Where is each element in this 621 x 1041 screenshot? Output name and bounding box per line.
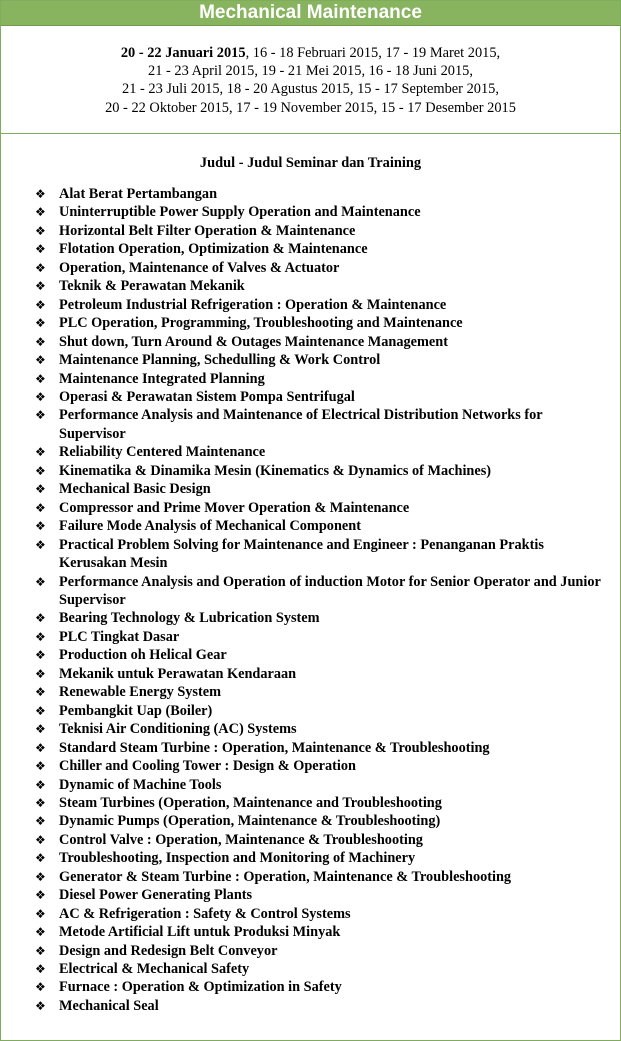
list-item: [35, 517, 606, 535]
diamond-bullet-icon: ❖: [35, 187, 46, 201]
topic-label: Dynamic Pumps (Operation, Maintenance & Troubleshooting): [59, 813, 441, 830]
diamond-bullet-icon: ❖: [35, 703, 46, 718]
list-item: [35, 960, 606, 978]
list-item: [35, 185, 606, 203]
topic-label: PLC Operation, Programming, Troubleshooting and Maintenance: [59, 315, 463, 332]
list-item: [35, 573, 606, 610]
diamond-bullet-icon: ❖: [35, 223, 46, 238]
topic-label: Design and Redesign Belt Conveyor: [59, 942, 278, 959]
list-item: [35, 499, 606, 517]
topic-label: Performance Analysis and Operation of induction Motor for Senior Operator and Junior Supervisor: [59, 573, 601, 608]
list-item: [35, 277, 606, 295]
schedule-line-2: 21 - 23 April 2015, 19 - 21 Mei 2015, 16 - 18 Juni 2015,: [148, 63, 473, 80]
list-item: [35, 665, 606, 683]
list-item: [35, 849, 606, 867]
topic-label: Control Valve : Operation, Maintenance & Troubleshooting: [59, 831, 423, 848]
list-item: [35, 296, 606, 314]
schedule-line-1: [1, 44, 620, 62]
list-item: [35, 757, 606, 775]
topic-label: Performance Analysis and Maintenance of Electrical Distribution Networks for Supervisor: [59, 407, 543, 442]
list-item: [35, 443, 606, 461]
topic-label: Operation, Maintenance of Valves & Actuator: [59, 259, 340, 276]
list-item: [35, 370, 606, 388]
diamond-bullet-icon: ❖: [35, 574, 46, 589]
diamond-bullet-icon: ❖: [35, 888, 46, 903]
topic-label: Alat Berat Pertambangan: [59, 186, 218, 202]
topic-label: Metode Artificial Lift untuk Produksi Minyak: [59, 924, 341, 941]
topic-label: PLC Tingkat Dasar: [59, 628, 180, 645]
topic-label: Uninterruptible Power Supply Operation and Maintenance: [59, 204, 421, 221]
diamond-bullet-icon: ❖: [35, 685, 46, 700]
list-item: [35, 794, 606, 812]
diamond-bullet-icon: ❖: [35, 519, 46, 534]
topics-section: [1, 134, 620, 1015]
topic-label: Shut down, Turn Around & Outages Maintenance Management: [59, 333, 448, 350]
topic-label: Reliability Centered Maintenance: [59, 444, 266, 461]
diamond-bullet-icon: ❖: [35, 832, 46, 847]
diamond-bullet-icon: ❖: [35, 500, 46, 515]
list-item: [35, 259, 606, 277]
diamond-bullet-icon: ❖: [35, 316, 46, 331]
diamond-bullet-icon: ❖: [35, 445, 46, 460]
list-item: [35, 886, 606, 904]
diamond-bullet-icon: ❖: [35, 722, 46, 737]
topic-label: Teknik & Perawatan Mekanik: [59, 278, 245, 295]
list-item: [35, 868, 606, 886]
topic-label: Maintenance Planning, Schedulling & Work Control: [59, 352, 381, 369]
topic-label: Bearing Technology & Lubrication System: [59, 610, 320, 627]
diamond-bullet-icon: ❖: [35, 205, 46, 220]
diamond-bullet-icon: ❖: [35, 795, 46, 810]
topic-label: Kinematika & Dinamika Mesin (Kinematics & Dynamics of Machines): [59, 462, 492, 479]
diamond-bullet-icon: ❖: [35, 537, 46, 552]
topic-label: Pembangkit Uap (Boiler): [59, 702, 213, 719]
diamond-bullet-icon: ❖: [35, 759, 46, 774]
list-item: [35, 203, 606, 221]
list-item: [35, 240, 606, 258]
topic-label: Chiller and Cooling Tower : Design & Operation: [59, 758, 356, 775]
schedule-dates: [1, 26, 620, 134]
diamond-bullet-icon: ❖: [35, 777, 46, 792]
topic-label: Failure Mode Analysis of Mechanical Component: [59, 518, 361, 535]
topic-label: Production oh Helical Gear: [59, 647, 227, 664]
topic-label: Generator & Steam Turbine : Operation, Maintenance & Troubleshooting: [59, 868, 512, 885]
topic-list: [1, 185, 620, 1015]
list-item: [35, 720, 606, 738]
schedule-line-3: 21 - 23 Juli 2015, 18 - 20 Agustus 2015, 15 - 17 September 2015,: [122, 81, 499, 98]
diamond-bullet-icon: ❖: [35, 869, 46, 884]
topic-label: Flotation Operation, Optimization & Maintenance: [59, 241, 368, 258]
diamond-bullet-icon: ❖: [35, 740, 46, 755]
list-item: [35, 739, 606, 757]
diamond-bullet-icon: ❖: [35, 353, 46, 368]
section-subtitle: Judul - Judul Seminar dan Training: [199, 155, 422, 171]
diamond-bullet-icon: ❖: [35, 851, 46, 866]
diamond-bullet-icon: ❖: [35, 463, 46, 478]
list-item: [35, 536, 606, 573]
topic-label: Diesel Power Generating Plants: [59, 887, 253, 904]
diamond-bullet-icon: ❖: [35, 389, 46, 404]
topic-label: Mechanical Basic Design: [59, 481, 211, 498]
diamond-bullet-icon: ❖: [35, 482, 46, 497]
topic-label: Maintenance Integrated Planning: [59, 370, 265, 387]
topic-label: Compressor and Prime Mover Operation & Maintenance: [59, 499, 410, 516]
list-item: [35, 923, 606, 941]
topic-label: Teknisi Air Conditioning (AC) Systems: [59, 721, 297, 738]
diamond-bullet-icon: ❖: [35, 943, 46, 958]
topic-label: Furnace : Operation & Optimization in Safety: [59, 979, 342, 996]
list-item: [35, 942, 606, 960]
diamond-bullet-icon: ❖: [35, 814, 46, 829]
diamond-bullet-icon: ❖: [35, 629, 46, 644]
list-item: [35, 831, 606, 849]
topic-label: Electrical & Mechanical Safety: [59, 961, 250, 978]
topic-label: Steam Turbines (Operation, Maintenance and Troubleshooting: [59, 794, 442, 811]
list-item: [35, 222, 606, 240]
list-item: [35, 406, 606, 443]
list-item: [35, 333, 606, 351]
diamond-bullet-icon: ❖: [35, 925, 46, 940]
diamond-bullet-icon: ❖: [35, 408, 46, 423]
diamond-bullet-icon: ❖: [35, 998, 46, 1013]
diamond-bullet-icon: ❖: [35, 906, 46, 921]
diamond-bullet-icon: ❖: [35, 666, 46, 681]
diamond-bullet-icon: ❖: [35, 648, 46, 663]
list-item: [35, 609, 606, 627]
topic-label: Mechanical Seal: [59, 997, 159, 1014]
list-item: [35, 314, 606, 332]
topic-label: Troubleshooting, Inspection and Monitoring of Machinery: [59, 850, 416, 867]
topic-label: Dynamic of Machine Tools: [59, 776, 222, 793]
diamond-bullet-icon: ❖: [35, 279, 46, 294]
diamond-bullet-icon: ❖: [35, 242, 46, 257]
topic-label: Operasi & Perawatan Sistem Pompa Sentrifugal: [59, 388, 355, 405]
list-item: [35, 997, 606, 1015]
topic-label: Horizontal Belt Filter Operation & Maintenance: [59, 222, 356, 239]
list-item: [35, 388, 606, 406]
schedule-first-date: 20 - 22 Januari 2015: [120, 45, 246, 61]
list-item: [35, 702, 606, 720]
page-title: Mechanical Maintenance: [1, 1, 620, 26]
diamond-bullet-icon: ❖: [35, 962, 46, 977]
list-item: [35, 646, 606, 664]
schedule-line-4: 20 - 22 Oktober 2015, 17 - 19 November 2015, 15 - 17 Desember 2015: [105, 99, 516, 116]
diamond-bullet-icon: ❖: [35, 297, 46, 312]
diamond-bullet-icon: ❖: [35, 334, 46, 349]
list-item: [35, 628, 606, 646]
topic-label: AC & Refrigeration : Safety & Control Systems: [59, 905, 351, 922]
diamond-bullet-icon: ❖: [35, 611, 46, 626]
topic-label: Renewable Energy System: [59, 684, 222, 701]
diamond-bullet-icon: ❖: [35, 371, 46, 386]
topic-label: Petroleum Industrial Refrigeration : Operation & Maintenance: [59, 296, 447, 313]
list-item: [35, 480, 606, 498]
list-item: [35, 978, 606, 996]
schedule-line-1-rest: , 16 - 18 Februari 2015, 17 - 19 Maret 2015,: [245, 45, 501, 61]
list-item: [35, 683, 606, 701]
topic-label: Standard Steam Turbine : Operation, Maintenance & Troubleshooting: [59, 739, 490, 756]
list-item: [35, 812, 606, 830]
topic-label: Practical Problem Solving for Maintenance and Engineer : Penanganan Praktis Kerusakan Mesin: [59, 536, 544, 572]
list-item: [35, 776, 606, 794]
list-item: [35, 462, 606, 480]
diamond-bullet-icon: ❖: [35, 980, 46, 995]
topic-label: Mekanik untuk Perawatan Kendaraan: [59, 665, 297, 682]
list-item: [35, 905, 606, 923]
diamond-bullet-icon: ❖: [35, 260, 46, 275]
list-item: [35, 351, 606, 369]
